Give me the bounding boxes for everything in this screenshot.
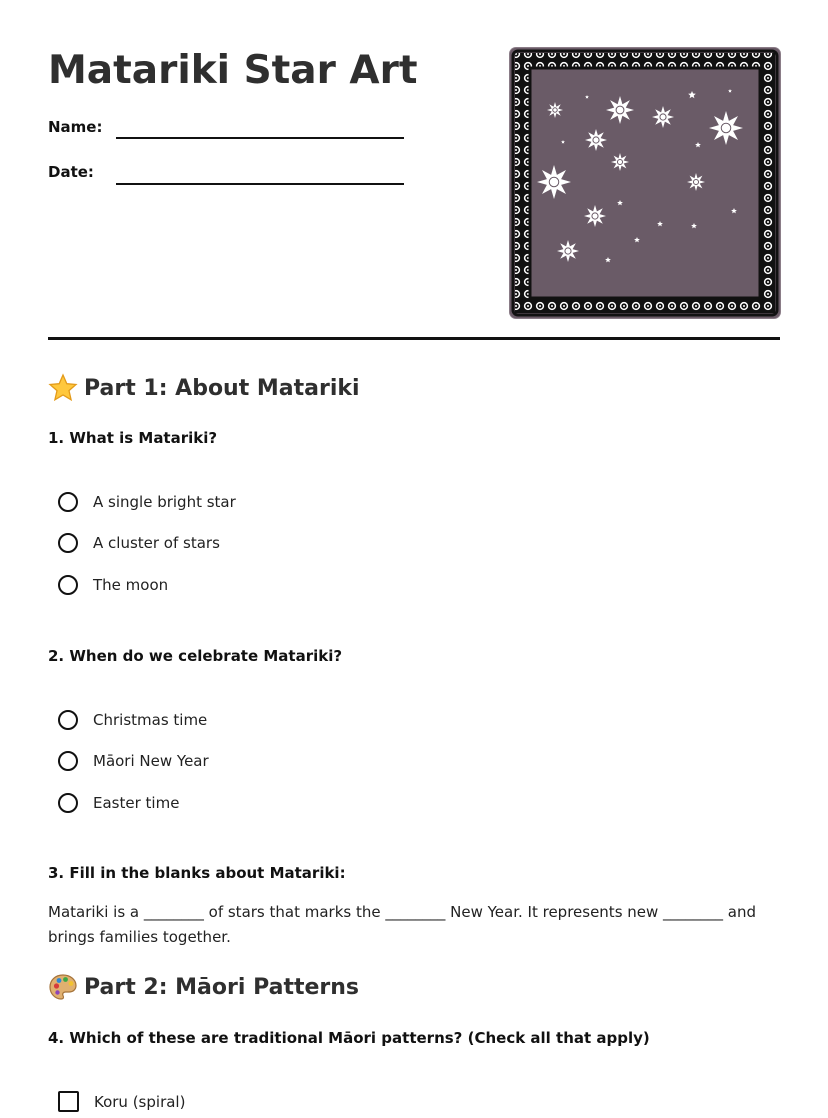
option-label: A single bright star	[93, 493, 236, 511]
q1-option-2[interactable]	[58, 533, 220, 553]
star-icon	[709, 111, 743, 145]
radio-button[interactable]	[58, 575, 78, 595]
star-icon	[547, 102, 563, 118]
star-icon	[687, 173, 705, 191]
part-2-title: Part 2: Māori Patterns	[84, 974, 360, 1000]
option-label: A cluster of stars	[93, 534, 220, 552]
radio-button[interactable]	[58, 533, 78, 553]
option-label: Māori New Year	[93, 752, 209, 770]
star-icon	[537, 165, 571, 199]
q2-option-2[interactable]	[58, 751, 209, 771]
part-2-heading	[48, 972, 359, 1002]
name-line[interactable]	[116, 137, 404, 139]
worksheet-header	[48, 48, 780, 318]
palette-emoji-icon	[48, 972, 78, 1002]
star-icon	[585, 129, 607, 151]
radio-button[interactable]	[58, 710, 78, 730]
radio-button[interactable]	[58, 793, 78, 813]
fill-in-blanks-sentence[interactable]: Matariki is a ________ of stars that marks the ________ New Year. It represents new ________ and brings families together.	[48, 903, 757, 946]
q2-option-1[interactable]	[58, 710, 207, 730]
option-label: Easter time	[93, 794, 180, 812]
radio-button[interactable]	[58, 492, 78, 512]
option-label: Koru (spiral)	[94, 1092, 186, 1111]
star-icon	[611, 153, 629, 171]
star-icon	[606, 96, 634, 124]
worksheet-title: Matariki Star Art	[48, 48, 418, 93]
part-1-heading	[48, 373, 360, 403]
header-divider	[48, 337, 780, 340]
part-1-title: Part 1: About Matariki	[84, 375, 360, 401]
star-emoji-icon	[48, 373, 78, 403]
q2-option-3[interactable]	[58, 793, 179, 813]
star-icon	[557, 240, 579, 262]
date-label: Date:	[48, 163, 94, 181]
question-3: 3. Fill in the blanks about Matariki:	[48, 864, 346, 882]
option-label: The moon	[93, 576, 169, 594]
checkbox[interactable]	[58, 1091, 79, 1112]
q1-option-1[interactable]	[58, 492, 236, 512]
question-2: 2. When do we celebrate Matariki?	[48, 647, 343, 665]
question-1: 1. What is Matariki?	[48, 429, 218, 447]
radio-button[interactable]	[58, 751, 78, 771]
star-icon	[652, 106, 674, 128]
star-icon	[584, 205, 606, 227]
question-4: 4. Which of these are traditional Māori patterns? (Check all that apply)	[48, 1029, 650, 1047]
matariki-star-illustration	[510, 48, 780, 318]
q4-option-1[interactable]	[58, 1091, 185, 1112]
name-label: Name:	[48, 118, 103, 136]
option-label: Christmas time	[93, 711, 208, 729]
date-line[interactable]	[116, 183, 404, 185]
q1-option-3[interactable]	[58, 575, 168, 595]
